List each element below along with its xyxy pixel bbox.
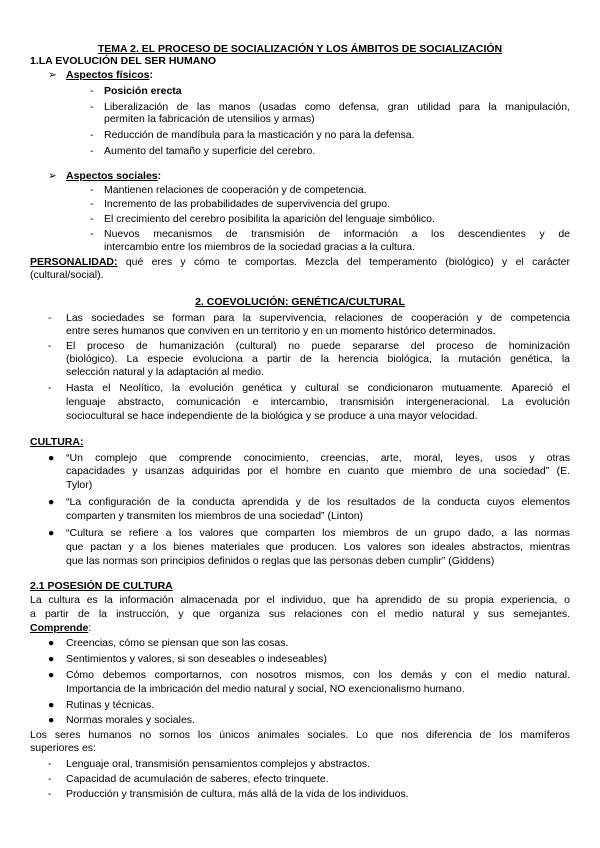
cultura-heading: CULTURA: [30,436,84,448]
round-bullet: ● [48,669,55,681]
round-bullet: ● [48,496,55,508]
round-bullet: ● [48,527,55,539]
aspectos-fisicos-heading: Aspectos físicos: [66,69,153,81]
list-item-cont: intercambio entre los miembros de la sociedad gracias a la cultura. [104,241,416,253]
diferencia-item: Lenguaje oral, transmisión pensamientos complejos y abstractos. [66,758,371,770]
round-bullet: ● [48,452,55,464]
diferencia-item: Capacidad de acumulación de saberes, efecto trinquete. [66,773,329,785]
dash-bullet: - [48,312,52,324]
quote-item-cont: que pactan y a los bienes materiales que producen. Los valores son ideales abstractos, mientras [66,541,570,553]
list-item: Nuevos mecanismos de transmisión de información a los descendientes y de [104,228,570,240]
quote-item-cont: que las normas son principios definidos o reglas que las personas deben cumplir” (Giddens) [66,555,495,567]
quote-item: “Cultura se refiere a los valores que comparten los miembros de un grupo dado, a las normas [66,527,570,539]
seres-paragraph-cont: superiores es: [30,742,96,754]
aspectos-sociales-heading: Aspectos sociales: [66,170,162,182]
personalidad-label: PERSONALIDAD: [30,256,118,268]
dash-bullet: - [90,213,94,225]
dash-bullet: - [48,788,52,800]
dash-bullet: - [90,101,94,113]
list-item-cont: permiten la fabricación de utensilios y armas) [104,113,315,125]
personalidad-cont: (cultural/social). [30,269,104,281]
round-bullet: ● [48,699,55,711]
list-item-cont: selección natural y la adaptación al medio. [66,366,264,378]
list-item-cont: (biológico). La especie evoluciona a partir de la herencia biológica, la mutación genética, la [66,353,570,365]
diferencia-item: Producción y transmisión de cultura, más allá de la vida de los individuos. [66,788,409,800]
dash-bullet: - [48,773,52,785]
list-item-cont: sociocultural se hace independiente de la biológica y se produce a una mayor velocidad. [66,410,478,422]
list-item: Incremento de las probabilidades de supervivencia del grupo. [104,198,391,210]
dash-bullet: - [48,340,52,352]
list-item: El crecimiento del cerebro posibilita la aparición del lenguaje simbólico. [104,213,435,225]
dash-bullet: - [90,129,94,141]
list-item-cont: lenguaje abstracto, comunicación e intercambio, transmisión intergeneracional. La evolución [66,396,570,408]
dash-bullet: - [90,85,94,97]
dash-bullet: - [90,184,94,196]
dash-bullet: - [90,145,94,157]
personalidad-paragraph: PERSONALIDAD: qué eres y cómo te comportas. Mezcla del temperamento (biológico) y el carácter [30,256,570,268]
section21-heading: 2.1 POSESIÓN DE CULTURA [30,580,173,592]
section1-heading: 1.LA EVOLUCIÓN DEL SER HUMANO [30,55,217,67]
section2-heading: 2. COEVOLUCIÓN: GENÉTICA/CULTURAL [195,296,405,308]
comprende-item: Creencias, cómo se piensan que son las cosas. [66,637,289,649]
round-bullet: ● [48,714,55,726]
comprende-item: Normas morales y sociales. [66,714,195,726]
list-item: Aumento del tamaño y superficie del cerebro. [104,145,316,157]
document-title: TEMA 2. EL PROCESO DE SOCIALIZACIÓN Y LOS ÁMBITOS DE SOCIALIZACIÓN [97,43,503,55]
quote-item-cont: capacidades y usanzas adquiridas por el hombre en cuanto que miembro de una sociedad” (E. [66,465,570,477]
list-item: Posición erecta [104,85,182,97]
quote-item: “La configuración de la conducta aprendida y de los resultados de la conducta cuyos elementos [66,496,570,508]
comprende-item: Sentimientos y valores, si son deseables o indeseables) [66,653,327,665]
list-item-cont: entre seres humanos que conviven en un territorio y en un momento histórico determinados. [66,325,496,337]
list-item: Las sociedades se forman para la supervivencia, relaciones de cooperación y de competencia [66,312,570,324]
comprende-label: Comprende: [30,622,92,634]
round-bullet: ● [48,653,55,665]
intro-paragraph-cont: a partir de la instrucción, y que organiza sus relaciones con el medio natural y sus semejantes. [30,608,570,620]
quote-item-cont: comparten y transmiten los miembros de una sociedad” (Linton) [66,510,364,522]
quote-item-cont: Tylor) [66,479,93,491]
list-item: El proceso de humanización (cultural) no puede separarse del proceso de hominización [66,340,570,352]
comprende-item-cont: Importancia de la imbricación del medio natural y social, NO exencionalismo humano. [66,683,465,695]
seres-paragraph: Los seres humanos no somos los únicos animales sociales. Lo que nos diferencia de los mamíferos [30,729,570,741]
round-bullet: ● [48,637,55,649]
dash-bullet: - [90,228,94,240]
list-item: Reducción de mandíbula para la masticación y no para la defensa. [104,129,415,141]
list-item: Mantienen relaciones de cooperación y de competencia. [104,184,367,196]
dash-bullet: - [90,198,94,210]
intro-paragraph: La cultura es la información almacenada por el individuo, que ha aprendido de su propia experiencia, o [30,594,570,606]
quote-item: “Un complejo que comprende conocimiento, creencias, arte, moral, leyes, usos y otras [66,452,570,464]
dash-bullet: - [48,382,52,394]
comprende-item: Cómo debemos comportarnos, con nosotros mismos, con los demás y con el medio natural. [66,669,570,681]
list-item: Liberalización de las manos (usadas como defensa, gran utilidad para la manipulación, [104,101,570,113]
arrow-bullet-icon: ➢ [48,170,57,182]
comprende-item: Rutinas y técnicas. [66,699,155,711]
list-item: Hasta el Neolítico, la evolución genética y cultural se condicionaron mutuamente. Apareció el [66,382,570,394]
arrow-bullet-icon: ➢ [48,69,57,81]
dash-bullet: - [48,758,52,770]
